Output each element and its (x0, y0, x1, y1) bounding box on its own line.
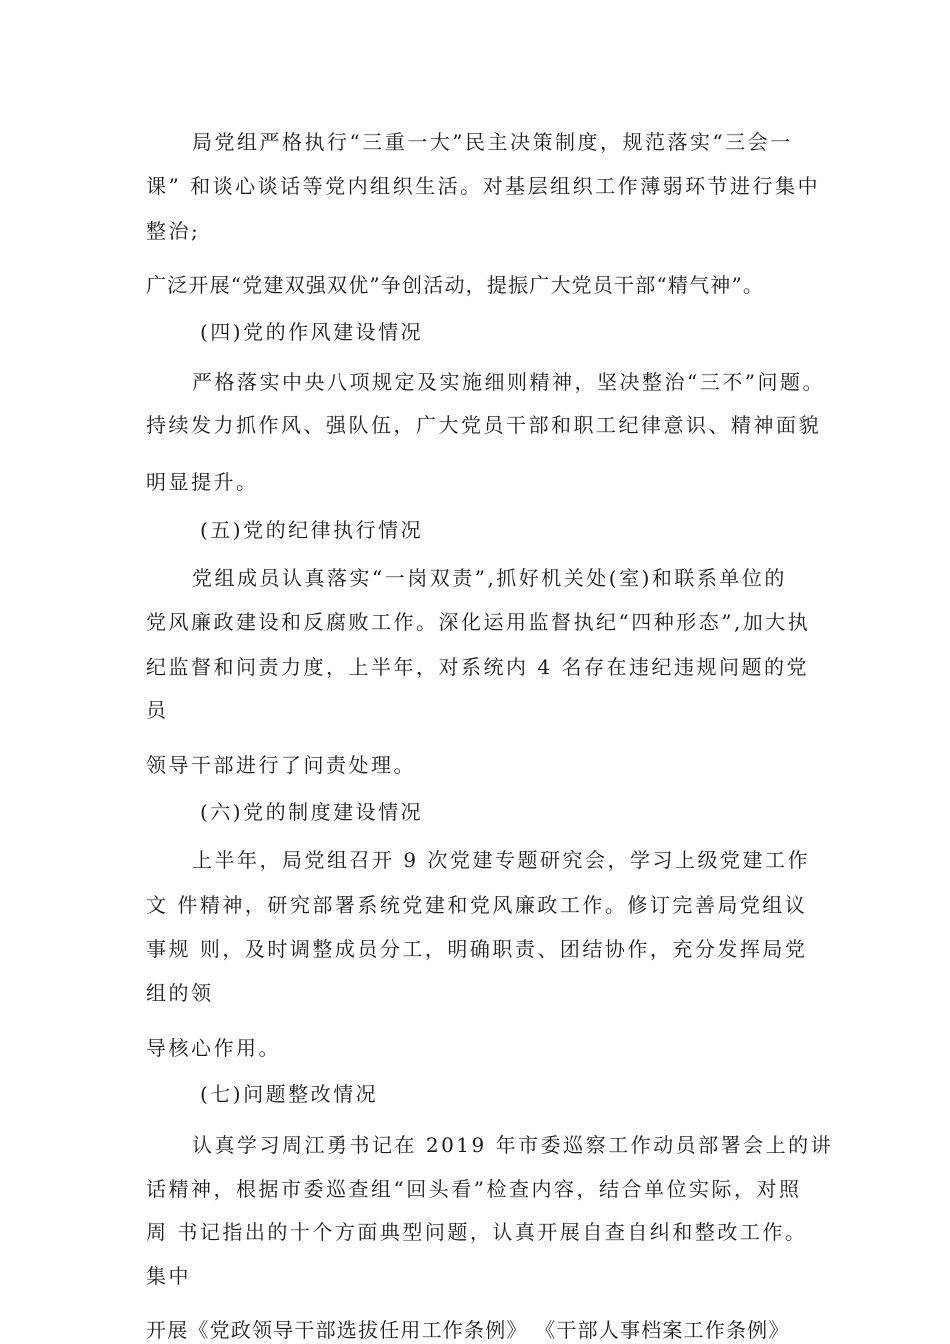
body-text-line: 领导干部进行了问责处理。 (146, 753, 416, 777)
body-text-line: 党组成员认真落实“一岗双责”,抓好机关处(室)和联系单位的 (192, 566, 787, 590)
body-text-line: 组的领 (146, 981, 214, 1005)
body-text-line: 持续发力抓作风、强队伍，广大党员干部和职工纪律意识、精神面貌 (146, 413, 821, 437)
body-text-line: 课” 和谈心谈话等党内组织生活。对基层组织工作薄弱环节进行集中 (146, 174, 821, 198)
body-text-line: 局党组严格执行“三重一大”民主决策制度，规范落实“三会一 (192, 130, 793, 154)
body-text-line: 文 件精神，研究部署系统党建和党风廉政工作。修订完善局党组议 (146, 893, 808, 917)
body-text-line: 集中 (146, 1264, 191, 1288)
body-text-line: 导核心作用。 (146, 1036, 281, 1060)
body-text-line: 党风廉政建设和反腐败工作。深化运用监督执纪“四种形态”,加大执 (146, 610, 811, 634)
body-text-line: 广泛开展“党建双强双优”争创活动，提振广大党员干部“精气神”。 (146, 273, 765, 297)
section-heading: (五)党的纪律执行情况 (200, 518, 424, 542)
section-heading: (四)党的作风建设情况 (200, 320, 424, 344)
section-heading: (六)党的制度建设情况 (200, 800, 424, 824)
body-text-line: 周 书记指出的十个方面典型问题，认真开展自查自纠和整改工作。 (146, 1220, 808, 1244)
body-text-line: 上半年，局党组召开 9 次党建专题研究会，学习上级党建工作 (192, 848, 810, 872)
body-text-line: 认真学习周江勇书记在 2019 年市委巡察工作动员部署会上的讲 (192, 1133, 834, 1157)
body-text-line: 话精神，根据市委巡查组“回头看”检查内容，结合单位实际，对照 (146, 1177, 802, 1201)
body-text-line: 明显提升。 (146, 470, 259, 494)
section-heading: (七)问题整改情况 (200, 1082, 379, 1106)
body-text-line: 事规 则，及时调整成员分工，明确职责、团结协作，充分发挥局党 (146, 937, 808, 961)
body-text-line: 开展《党政领导干部选拔任用工作条例》 《干部人事档案工作条例》 (146, 1318, 790, 1342)
body-text-line: 整治; (146, 219, 201, 243)
body-text-line: 严格落实中央八项规定及实施细则精神，坚决整治“三不”问题。 (192, 370, 825, 394)
body-text-line: 员 (146, 698, 169, 722)
body-text-line: 纪监督和问责力度，上半年，对系统内 4 名存在违纪违规问题的党 (146, 655, 809, 679)
